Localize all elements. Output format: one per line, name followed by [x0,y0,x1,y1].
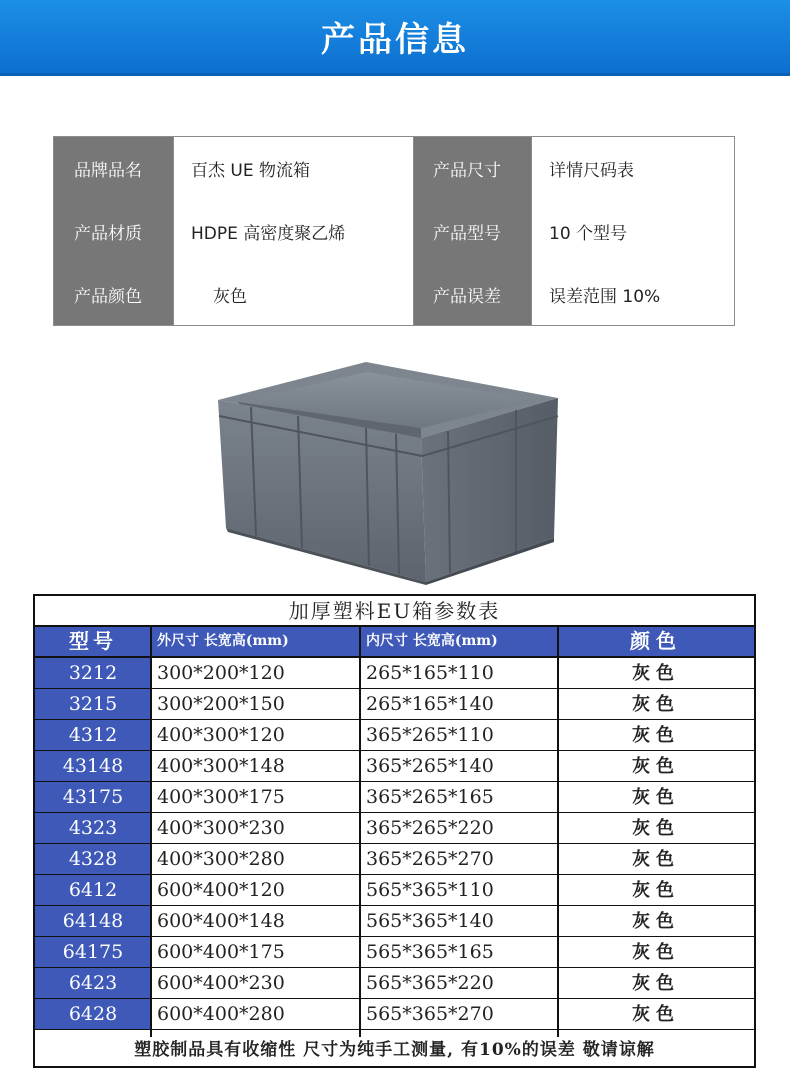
info-row [54,137,734,200]
cell-inner-size: 565*365*270 [366,1003,494,1025]
cell-outer-size: 600*400*148 [157,910,285,932]
spec-table-title: 加厚塑料EU箱参数表 [35,596,754,627]
header-color: 颜色 [630,629,682,653]
cell-inner-size: 565*365*165 [366,941,494,963]
crate-product-image [216,360,576,585]
header-inner-size: 内尺寸 长宽高(mm) [366,633,498,649]
cell-inner-size: 265*165*140 [366,693,494,715]
column-divider [413,137,414,325]
cell-color: 灰色 [632,694,680,715]
cell-model: 6423 [35,968,151,998]
page-title: 产品信息 [321,20,469,60]
info-row [54,263,734,325]
cell-outer-size: 600*400*175 [157,941,285,963]
cell-model: 6412 [35,875,151,905]
header-banner [0,0,790,76]
table-row [35,968,754,999]
info-value: 10 个型号 [531,200,734,263]
info-row [54,200,734,263]
spec-footer-note: 塑胶制品具有收缩性 尺寸为纯手工测量, 有10%的误差 敬请谅解 [134,1040,655,1060]
cell-outer-size: 400*300*175 [157,786,285,808]
cell-outer-size: 600*400*120 [157,879,285,901]
info-value: 详情尺码表 [531,137,734,200]
column-divider [531,137,532,325]
column-divider [173,137,174,325]
cell-inner-size: 365*265*220 [366,817,494,839]
cell-color: 灰色 [632,725,680,746]
cell-model: 4323 [35,813,151,843]
cell-color: 灰色 [632,1004,680,1025]
cell-color: 灰色 [632,663,680,684]
table-row [35,720,754,751]
cell-inner-size: 565*365*220 [366,972,494,994]
cell-model: 4312 [35,720,151,750]
info-label: 产品尺寸 [413,137,531,200]
info-label: 产品材质 [54,200,173,263]
spec-table [33,594,756,1068]
cell-inner-size: 365*265*270 [366,848,494,870]
cell-inner-size: 365*265*165 [366,786,494,808]
cell-color: 灰色 [632,973,680,994]
table-row [35,658,754,689]
cell-color: 灰色 [632,818,680,839]
header-outer-size: 外尺寸 长宽高(mm) [157,633,289,649]
table-row [35,782,754,813]
cell-color: 灰色 [632,942,680,963]
cell-outer-size: 300*200*120 [157,662,285,684]
info-value: 误差范围 10% [531,263,734,325]
cell-color: 灰色 [632,756,680,777]
table-row [35,999,754,1030]
cell-outer-size: 400*300*120 [157,724,285,746]
table-row [35,751,754,782]
cell-model: 4328 [35,844,151,874]
column-divider [557,627,559,1037]
table-row [35,906,754,937]
cell-inner-size: 565*365*140 [366,910,494,932]
cell-color: 灰色 [632,911,680,932]
header-model: 型号 [69,629,117,653]
info-label: 品牌品名 [54,137,173,200]
table-row [35,844,754,875]
table-row [35,813,754,844]
cell-outer-size: 300*200*150 [157,693,285,715]
cell-outer-size: 600*400*230 [157,972,285,994]
info-value: 百杰 UE 物流箱 [173,137,413,200]
cell-outer-size: 400*300*280 [157,848,285,870]
product-info-table [53,136,735,326]
column-divider [359,627,361,1037]
cell-outer-size: 400*300*148 [157,755,285,777]
cell-outer-size: 600*400*280 [157,1003,285,1025]
cell-color: 灰色 [632,787,680,808]
cell-color: 灰色 [632,880,680,901]
cell-model: 64148 [35,906,151,936]
column-divider [150,627,152,1037]
cell-model: 43175 [35,782,151,812]
table-row [35,937,754,968]
info-label: 产品颜色 [54,263,173,325]
cell-inner-size: 365*265*110 [366,724,494,746]
cell-model: 43148 [35,751,151,781]
info-label: 产品型号 [413,200,531,263]
cell-model: 3215 [35,689,151,719]
table-row [35,689,754,720]
table-row [35,875,754,906]
cell-outer-size: 400*300*230 [157,817,285,839]
cell-color: 灰色 [632,849,680,870]
cell-inner-size: 565*365*110 [366,879,494,901]
info-label: 产品误差 [413,263,531,325]
cell-model: 6428 [35,999,151,1029]
cell-inner-size: 265*165*110 [366,662,494,684]
cell-model: 64175 [35,937,151,967]
cell-inner-size: 365*265*140 [366,755,494,777]
info-value: HDPE 高密度聚乙烯 [173,200,413,263]
info-value: 灰色 [173,263,413,325]
cell-model: 3212 [35,658,151,688]
spec-table-header [35,627,754,658]
